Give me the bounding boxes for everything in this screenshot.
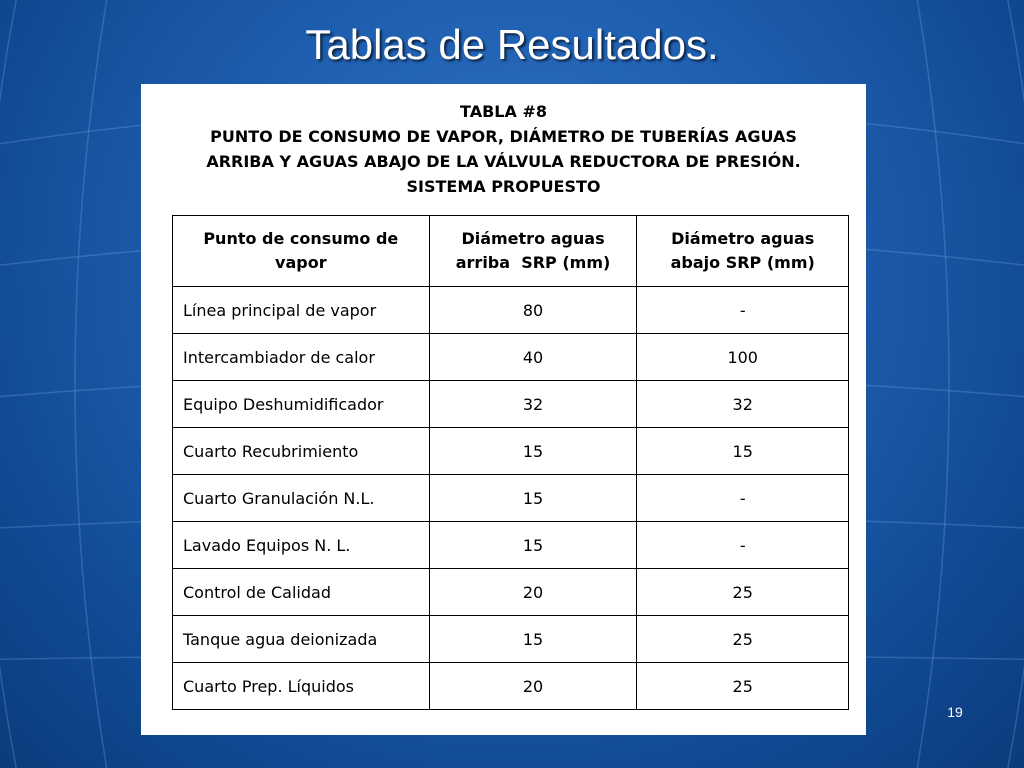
cell-downstream-diameter: 15: [637, 428, 849, 475]
cell-consumption-point: Cuarto Granulación N.L.: [173, 475, 430, 522]
cell-downstream-diameter: 25: [637, 616, 849, 663]
cell-downstream-diameter: -: [637, 287, 849, 334]
table-number: TABLA #8: [460, 102, 547, 121]
cell-upstream-diameter: 20: [429, 663, 637, 710]
cell-downstream-diameter: 100: [637, 334, 849, 381]
cell-downstream-diameter: 25: [637, 663, 849, 710]
table-row: [173, 663, 849, 710]
cell-upstream-diameter: 15: [429, 616, 637, 663]
table-caption-line-1: PUNTO DE CONSUMO DE VAPOR, DIÁMETRO DE TUBERÍAS AGUAS: [210, 127, 797, 146]
cell-downstream-diameter: 32: [637, 381, 849, 428]
cell-upstream-diameter: 15: [429, 475, 637, 522]
cell-consumption-point: Cuarto Recubrimiento: [173, 428, 430, 475]
slide-title: Tablas de Resultados.: [305, 21, 719, 68]
table-row: [173, 334, 849, 381]
table-row: [173, 287, 849, 334]
cell-consumption-point: Línea principal de vapor: [173, 287, 430, 334]
table-row: [173, 428, 849, 475]
cell-upstream-diameter: 32: [429, 381, 637, 428]
table-row: [173, 569, 849, 616]
cell-consumption-point: Intercambiador de calor: [173, 334, 430, 381]
cell-downstream-diameter: -: [637, 475, 849, 522]
table-row: [173, 616, 849, 663]
table-sheet: [141, 84, 866, 735]
cell-consumption-point: Tanque agua deionizada: [173, 616, 430, 663]
results-table: [172, 215, 849, 710]
column-header-downstream-diameter: Diámetro aguas abajo SRP (mm): [637, 216, 849, 287]
cell-upstream-diameter: 15: [429, 522, 637, 569]
cell-upstream-diameter: 40: [429, 334, 637, 381]
cell-downstream-diameter: -: [637, 522, 849, 569]
table-caption-line-3: SISTEMA PROPUESTO: [406, 177, 601, 196]
column-header-upstream-diameter: Diámetro aguas arriba SRP (mm): [429, 216, 637, 287]
cell-consumption-point: Equipo Deshumidificador: [173, 381, 430, 428]
cell-upstream-diameter: 15: [429, 428, 637, 475]
cell-downstream-diameter: 25: [637, 569, 849, 616]
cell-consumption-point: Lavado Equipos N. L.: [173, 522, 430, 569]
table-row: [173, 522, 849, 569]
cell-consumption-point: Control de Calidad: [173, 569, 430, 616]
table-header-row: [173, 216, 849, 287]
column-header-consumption-point: Punto de consumo de vapor: [173, 216, 430, 287]
table-row: [173, 381, 849, 428]
cell-consumption-point: Cuarto Prep. Líquidos: [173, 663, 430, 710]
cell-upstream-diameter: 20: [429, 569, 637, 616]
table-heading: [141, 99, 866, 199]
table-row: [173, 475, 849, 522]
cell-upstream-diameter: 80: [429, 287, 637, 334]
table-caption-line-2: ARRIBA Y AGUAS ABAJO DE LA VÁLVULA REDUCTORA DE PRESIÓN.: [206, 152, 801, 171]
page-number: 19: [947, 704, 963, 720]
